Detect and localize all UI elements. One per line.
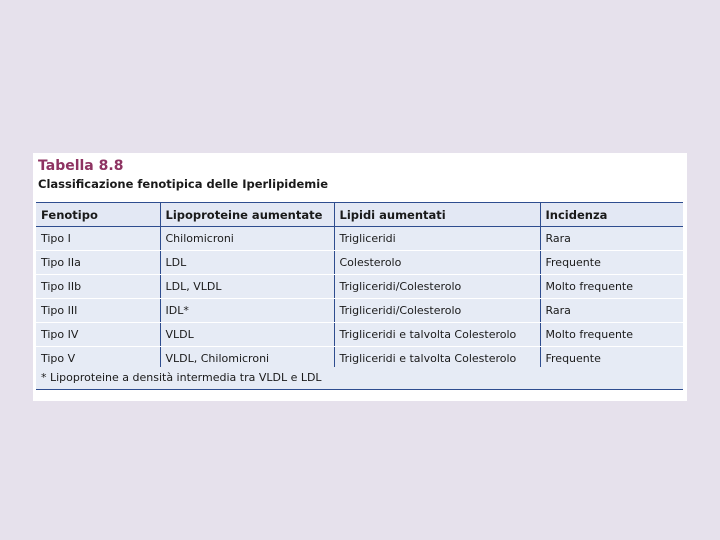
cell-lipoproteine: LDL, VLDL — [160, 275, 334, 299]
cell-lipoproteine: Chilomicroni — [160, 227, 334, 251]
cell-fenotipo: Tipo V — [36, 347, 160, 371]
cell-lipoproteine: VLDL, Chilomicroni — [160, 347, 334, 371]
cell-lipidi: Colesterolo — [334, 251, 540, 275]
table-card — [33, 153, 687, 401]
cell-fenotipo: Tipo III — [36, 299, 160, 323]
cell-incidenza: Frequente — [540, 347, 683, 371]
cell-lipidi: Trigliceridi/Colesterolo — [334, 299, 540, 323]
cell-fenotipo: Tipo IIb — [36, 275, 160, 299]
table-row — [36, 275, 683, 299]
cell-incidenza: Molto frequente — [540, 275, 683, 299]
classification-table — [36, 202, 683, 371]
header-row — [36, 203, 683, 227]
cell-lipoproteine: IDL* — [160, 299, 334, 323]
cell-lipidi: Trigliceridi/Colesterolo — [334, 275, 540, 299]
cell-incidenza: Rara — [540, 227, 683, 251]
cell-fenotipo: Tipo I — [36, 227, 160, 251]
table-subtitle: Classificazione fenotipica delle Iperlipidemie — [38, 177, 328, 191]
header-fenotipo: Fenotipo — [36, 203, 160, 227]
table-footnote: * Lipoproteine a densità intermedia tra VLDL e LDL — [36, 367, 683, 390]
cell-lipidi: Trigliceridi — [334, 227, 540, 251]
cell-incidenza: Frequente — [540, 251, 683, 275]
table-row — [36, 323, 683, 347]
cell-fenotipo: Tipo IV — [36, 323, 160, 347]
table-title: Tabella 8.8 — [38, 158, 124, 174]
header-lipidi: Lipidi aumentati — [334, 203, 540, 227]
cell-incidenza: Rara — [540, 299, 683, 323]
cell-lipoproteine: VLDL — [160, 323, 334, 347]
table-row — [36, 251, 683, 275]
header-incidenza: Incidenza — [540, 203, 683, 227]
header-lipoproteine: Lipoproteine aumentate — [160, 203, 334, 227]
cell-fenotipo: Tipo IIa — [36, 251, 160, 275]
cell-lipidi: Trigliceridi e talvolta Colesterolo — [334, 347, 540, 371]
table-row — [36, 227, 683, 251]
cell-lipoproteine: LDL — [160, 251, 334, 275]
table-row — [36, 299, 683, 323]
cell-lipidi: Trigliceridi e talvolta Colesterolo — [334, 323, 540, 347]
cell-incidenza: Molto frequente — [540, 323, 683, 347]
